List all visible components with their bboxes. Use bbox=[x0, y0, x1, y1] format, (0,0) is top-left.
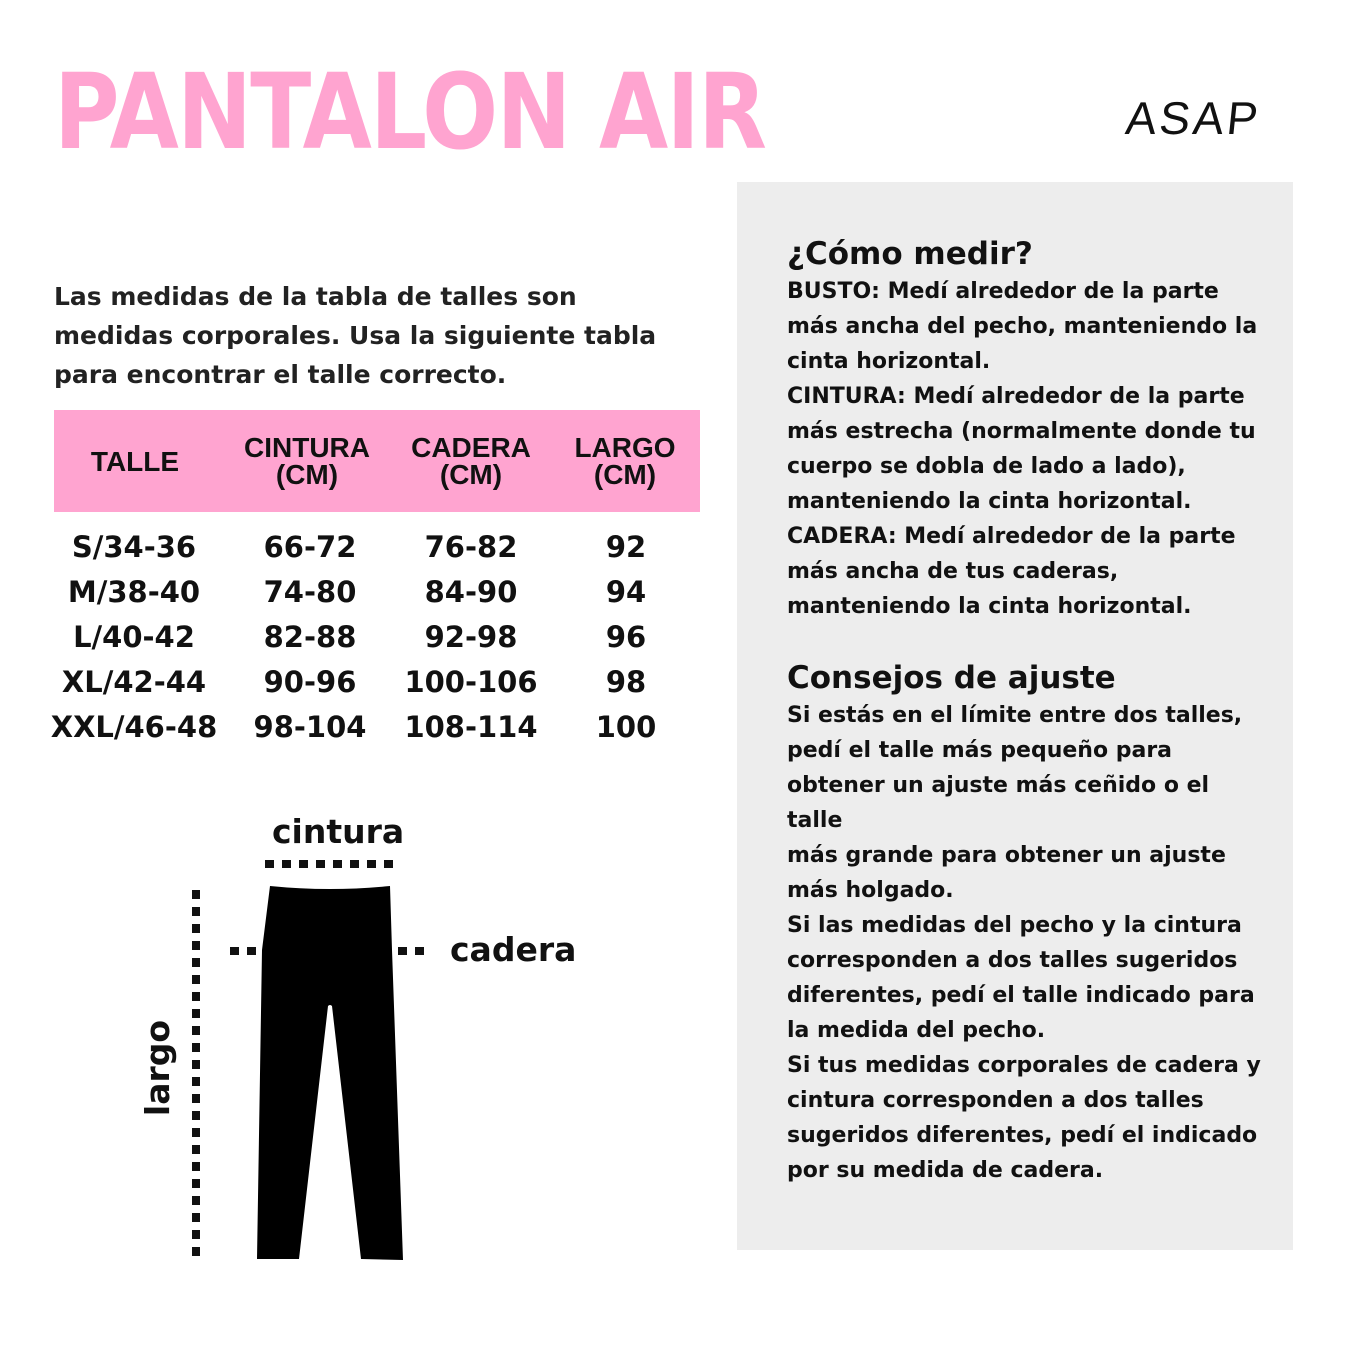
cell-largo: 98 bbox=[605, 665, 647, 699]
cell-talle: M/38-40 bbox=[67, 575, 201, 609]
cell-largo: 96 bbox=[605, 620, 647, 654]
cell-largo: 94 bbox=[605, 575, 647, 609]
cell-cadera: 108-114 bbox=[404, 710, 538, 744]
cell-cadera: 100-106 bbox=[404, 665, 538, 699]
label-cintura: cintura bbox=[272, 812, 405, 851]
header-cadera bbox=[390, 410, 552, 512]
header-cintura-unit: (CM) bbox=[275, 459, 339, 490]
header-largo bbox=[544, 410, 706, 512]
how-to-measure-title: ¿Cómo medir? bbox=[787, 236, 1033, 272]
table-row bbox=[54, 615, 700, 660]
header-cadera-unit: (CM) bbox=[439, 459, 503, 490]
cell-talle: L/40-42 bbox=[73, 620, 195, 654]
table-row bbox=[50, 705, 700, 750]
size-table-header bbox=[54, 410, 700, 512]
cell-cadera: 84-90 bbox=[424, 575, 518, 609]
table-row bbox=[54, 525, 700, 570]
intro-text: Las medidas de la tabla de talles son medidas corporales. Usa la siguiente tabla para encontrar el talle correcto. bbox=[54, 282, 657, 389]
cell-cintura: 66-72 bbox=[263, 530, 357, 564]
cell-cintura: 90-96 bbox=[263, 665, 357, 699]
section-spacer bbox=[787, 624, 1267, 658]
measurement-guide-panel bbox=[737, 182, 1293, 1250]
pants-diagram bbox=[120, 800, 620, 1280]
header-largo-unit: (CM) bbox=[593, 459, 657, 490]
cell-largo: 92 bbox=[605, 530, 647, 564]
cell-cintura: 74-80 bbox=[263, 575, 357, 609]
size-table-body bbox=[50, 525, 700, 750]
cell-talle: XXL/46-48 bbox=[50, 710, 218, 744]
brand-logo: ASAP bbox=[1123, 92, 1264, 144]
page-title: PANTALON AIR bbox=[54, 51, 766, 173]
pants-illustration bbox=[120, 800, 620, 1280]
cell-largo: 100 bbox=[595, 710, 657, 744]
cell-cintura: 98-104 bbox=[253, 710, 367, 744]
header-cintura-label: CINTURA bbox=[244, 432, 370, 463]
pants-shape bbox=[257, 886, 403, 1260]
panel-content bbox=[787, 234, 1267, 1188]
fit-tips-text: Si estás en el límite entre dos talles, pedí el talle más pequeño para obtener un ajuste más ceñido o el talle más grande para obtener un ajuste más holgado. Si las medidas del pecho y la cintura corresponden a dos talles sugeridos diferentes, pedí el talle indicado para la medida del pecho. Si tus medidas corporales de cadera y cintura corresponden a dos talles sugeridos diferentes, pedí el indicado por su medida de cadera. bbox=[787, 703, 1261, 1183]
cell-cadera: 76-82 bbox=[424, 530, 518, 564]
fit-tips-title: Consejos de ajuste bbox=[787, 660, 1116, 696]
table-row bbox=[54, 570, 700, 615]
header-cintura bbox=[226, 410, 388, 512]
label-largo: largo bbox=[138, 1019, 178, 1117]
cell-talle: S/34-36 bbox=[71, 530, 197, 564]
table-row bbox=[54, 660, 700, 705]
header-talle: TALLE bbox=[90, 445, 180, 477]
header-cadera-label: CADERA bbox=[411, 432, 531, 463]
cell-cadera: 92-98 bbox=[424, 620, 518, 654]
cell-talle: XL/42-44 bbox=[61, 665, 207, 699]
header-largo-label: LARGO bbox=[574, 432, 676, 463]
how-to-measure-text: BUSTO: Medí alrededor de la parte más ancha del pecho, manteniendo la cinta horizontal. CINTURA: Medí alrededor de la parte más estrecha (normalmente donde tu cuerpo se dobla de lado a lado), manteniendo la cinta horizontal. CADERA: Medí alrededor de la parte más ancha de tus caderas, manteniendo la cinta horizontal. bbox=[787, 279, 1258, 619]
cell-cintura: 82-88 bbox=[263, 620, 357, 654]
label-cadera: cadera bbox=[450, 930, 577, 969]
